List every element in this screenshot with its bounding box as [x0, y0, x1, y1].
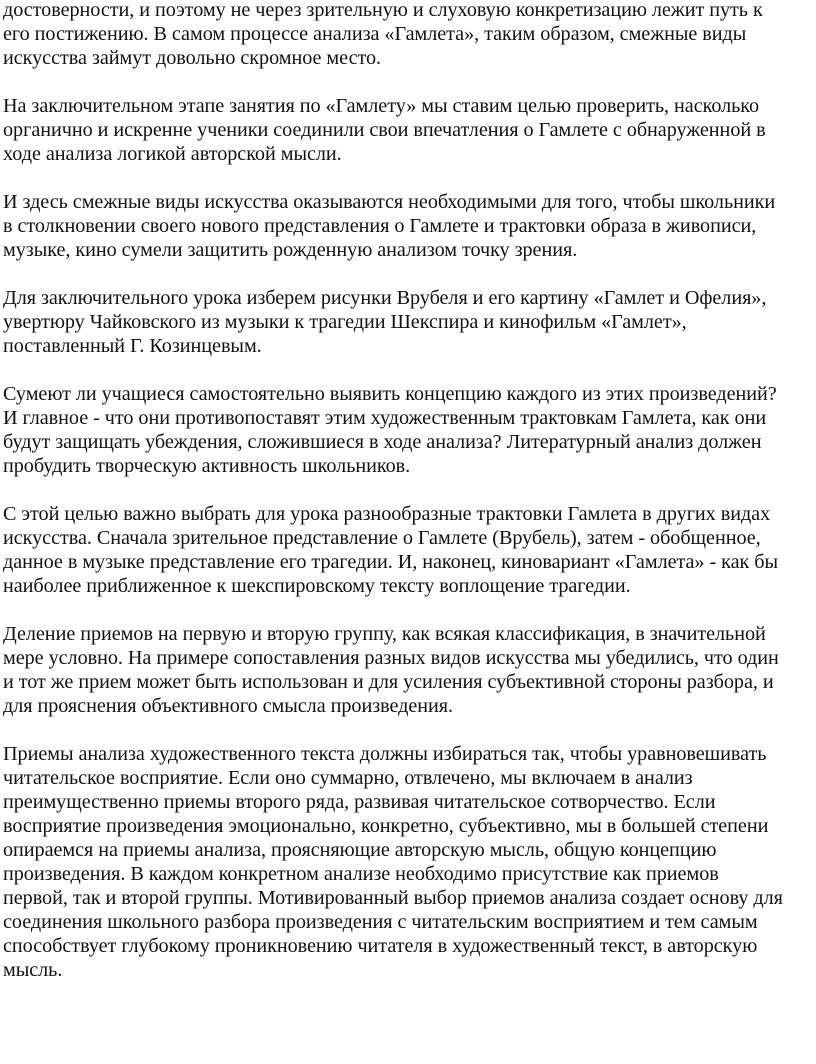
paragraph-4: Для заключительного урока изберем рисунки Врубеля и его картину «Гамлет и Офелия», увертюру Чайковского из музыки к трагедии Шекспира и кинофильм «Гамлет», поставленный Г. Козинцевым.: [3, 287, 767, 357]
paragraph-1: достоверности, и поэтому не через зрительную и слуховую конкретизацию лежит путь к его постижению. В самом процессе анализа «Гамлета», таким образом, смежные виды искусства займут довольно скромное место.: [3, 0, 763, 69]
paragraph-6: С этой целью важно выбрать для урока разнообразные трактовки Гамлета в других видах искусства. Сначала зрительное представление о Гамлете (Врубель), затем - обобщенное, данное в музыке представление его трагедии. И, наконец, киновариант «Гамлета» - как бы наиболее приближенное к шекспировскому тексту воплощение трагедии.: [3, 503, 778, 597]
paragraph-3: И здесь смежные виды искусства оказываются необходимыми для того, чтобы школьники в столкновении своего нового представления о Гамлете и трактовки образа в живописи, музыке, кино сумели защитить рожденную анализом точку зрения.: [3, 191, 776, 261]
paragraph-2: На заключительном этапе занятия по «Гамлету» мы ставим целью проверить, насколько органично и искренне ученики соединили свои впечатления о Гамлете с обнаруженной в ходе анализа логикой авторской мысли.: [3, 95, 766, 165]
paragraph-8: Приемы анализа художественного текста должны избираться так, чтобы уравновешивать читательское восприятие. Если оно суммарно, отвлечено, мы включаем в анализ преимущественно приемы второго ряда, развивая читательское сотворчество. Если восприятие произведения эмоционально, конкретно, субъективно, мы в большей степени опираемся на приемы анализа, проясняющие авторскую мысль, общую концепцию произведения. В каждом конкретном анализе необходимо присутствие как приемов первой, так и второй группы. Мотивированный выбор приемов анализа создает основу для соединения школьного разбора произведения с читательским восприятием и тем самым способствует глубокому проникновению читателя в художественный текст, в авторскую мысль.: [3, 743, 783, 981]
paragraph-7: Деление приемов на первую и вторую группу, как всякая классификация, в значительной мере условно. На примере сопоставления разных видов искусства мы убедились, что один и тот же прием может быть использован и для усиления субъективной стороны разбора, и для прояснения объективного смысла произведения.: [3, 623, 779, 717]
paragraph-5: Сумеют ли учащиеся самостоятельно выявить концепцию каждого из этих произведений? И главное - что они противопоставят этим художественным трактовкам Гамлета, как они будут защищать убеждения, сложившиеся в ходе анализа? Литературный анализ должен пробудить творческую активность школьников.: [3, 383, 777, 477]
